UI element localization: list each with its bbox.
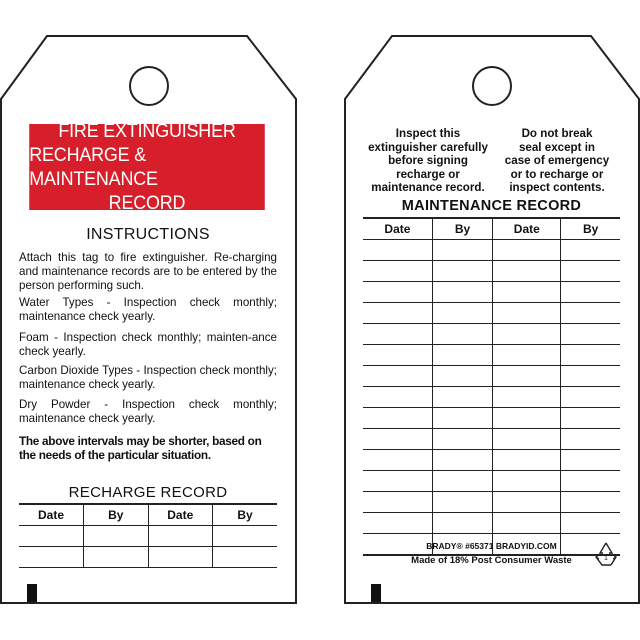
entry-cell[interactable] (493, 345, 561, 366)
entry-cell[interactable] (432, 387, 492, 408)
table-row (363, 345, 620, 366)
entry-cell[interactable] (493, 492, 561, 513)
entry-cell[interactable] (561, 429, 620, 450)
table-row (363, 513, 620, 534)
entry-cell[interactable] (561, 345, 620, 366)
table-row (363, 387, 620, 408)
title-line-1: FIRE EXTINGUISHER (58, 120, 236, 142)
title-line-3: RECORD (108, 192, 186, 214)
entry-cell[interactable] (363, 303, 432, 324)
entry-cell[interactable] (19, 526, 84, 547)
entry-cell[interactable] (432, 492, 492, 513)
column-header-by: By (561, 218, 620, 240)
table-row (363, 450, 620, 471)
column-header-by: By (84, 504, 149, 526)
seal-note-line: seal except in (518, 140, 596, 154)
entry-cell[interactable] (148, 547, 213, 568)
entry-cell[interactable] (493, 471, 561, 492)
inspect-note-line: extinguisher carefully (368, 140, 488, 154)
entry-cell[interactable] (432, 366, 492, 387)
seal-note-line: inspect contents. (509, 181, 605, 194)
table-header-row (363, 218, 620, 240)
entry-cell[interactable] (432, 408, 492, 429)
instruction-paragraph: Attach this tag to fire extinguisher. Re-charging and maintenance records are to be entered by the person performing such. (19, 251, 277, 292)
inspect-note-line: before signing (388, 154, 468, 167)
column-header-date: Date (19, 504, 84, 526)
instruction-paragraph: Water Types - Inspection check monthly; maintenance check yearly. (19, 296, 277, 323)
entry-cell[interactable] (561, 471, 620, 492)
table-row (363, 282, 620, 303)
table-row (363, 261, 620, 282)
instruction-paragraph: Foam - Inspection check monthly; mainten-ance check yearly. (19, 331, 277, 358)
entry-cell[interactable] (432, 513, 492, 534)
entry-cell[interactable] (363, 261, 432, 282)
column-header-date: Date (493, 218, 561, 240)
entry-cell[interactable] (493, 303, 561, 324)
recharge-record-table (19, 503, 277, 568)
maintenance-record-heading: MAINTENANCE RECORD (401, 198, 582, 214)
instruction-paragraph: Carbon Dioxide Types - Inspection check monthly; maintenance check yearly. (19, 364, 277, 391)
entry-cell[interactable] (213, 526, 278, 547)
entry-cell[interactable] (84, 547, 149, 568)
left-tag-hole (129, 66, 169, 106)
table-row (363, 429, 620, 450)
table-row (363, 408, 620, 429)
entry-cell[interactable] (432, 345, 492, 366)
entry-cell[interactable] (493, 408, 561, 429)
left-tag-corner-mark (27, 584, 37, 602)
entry-cell[interactable] (493, 324, 561, 345)
entry-cell[interactable] (363, 387, 432, 408)
seal-note-line: Do not break (521, 127, 593, 140)
entry-cell[interactable] (363, 408, 432, 429)
right-tag-hole (472, 66, 512, 106)
maintenance-record-table (363, 217, 620, 556)
entry-cell[interactable] (363, 492, 432, 513)
entry-cell[interactable] (148, 526, 213, 547)
entry-cell[interactable] (432, 303, 492, 324)
table-row (19, 526, 277, 547)
instruction-paragraph: Dry Powder - Inspection check monthly; maintenance check yearly. (19, 398, 277, 425)
entry-cell[interactable] (432, 429, 492, 450)
entry-cell[interactable] (432, 261, 492, 282)
brand-line: BRADY® #65371 BRADYID.COM (426, 541, 557, 551)
table-row (363, 324, 620, 345)
entry-cell[interactable] (561, 492, 620, 513)
entry-cell[interactable] (363, 366, 432, 387)
column-header-date: Date (148, 504, 213, 526)
entry-cell[interactable] (493, 429, 561, 450)
entry-cell[interactable] (493, 387, 561, 408)
entry-cell[interactable] (493, 513, 561, 534)
instructions-heading: INSTRUCTIONS (86, 226, 210, 243)
entry-cell[interactable] (432, 240, 492, 261)
entry-cell[interactable] (432, 324, 492, 345)
entry-cell[interactable] (561, 282, 620, 303)
title-banner (29, 120, 265, 214)
recharge-record-heading: RECHARGE RECORD (68, 484, 228, 501)
table-row (363, 303, 620, 324)
entry-cell[interactable] (363, 513, 432, 534)
entry-cell[interactable] (432, 282, 492, 303)
entry-cell[interactable] (432, 471, 492, 492)
entry-cell[interactable] (84, 526, 149, 547)
seal-note-line: or to recharge or (510, 167, 604, 181)
inspect-note-line: Inspect this (395, 127, 461, 140)
entry-cell[interactable] (561, 261, 620, 282)
entry-cell[interactable] (561, 240, 620, 261)
recycled-content-line: Made of 18% Post Consumer Waste (411, 555, 572, 566)
entry-cell[interactable] (561, 366, 620, 387)
column-header-by: By (432, 218, 492, 240)
inspect-note (363, 127, 493, 195)
entry-cell[interactable] (213, 547, 278, 568)
entry-cell[interactable] (363, 240, 432, 261)
entry-cell[interactable] (363, 471, 432, 492)
table-header-row (19, 504, 277, 526)
seal-note (495, 127, 619, 195)
table-row (363, 492, 620, 513)
interval-note: The above intervals may be shorter, based on the needs of the particular situation. (19, 434, 262, 462)
entry-cell[interactable] (561, 303, 620, 324)
entry-cell[interactable] (493, 366, 561, 387)
entry-cell[interactable] (561, 513, 620, 534)
entry-cell[interactable] (561, 324, 620, 345)
entry-cell[interactable] (493, 240, 561, 261)
table-row (363, 471, 620, 492)
entry-cell[interactable] (363, 345, 432, 366)
entry-cell[interactable] (561, 387, 620, 408)
entry-cell[interactable] (363, 282, 432, 303)
entry-cell[interactable] (493, 282, 561, 303)
entry-cell[interactable] (493, 261, 561, 282)
seal-note-line: case of emergency (504, 154, 610, 167)
column-header-by: By (213, 504, 278, 526)
recycle-code: 1 (604, 555, 608, 562)
column-header-date: Date (363, 218, 432, 240)
entry-cell[interactable] (363, 324, 432, 345)
entry-cell[interactable] (19, 547, 84, 568)
table-row (363, 240, 620, 261)
table-row (19, 547, 277, 568)
right-tag-corner-mark (371, 584, 381, 602)
entry-cell[interactable] (561, 408, 620, 429)
recycle-icon (593, 541, 619, 567)
entry-cell[interactable] (363, 429, 432, 450)
inspect-note-line: recharge or (396, 167, 460, 181)
entry-cell[interactable] (363, 450, 432, 471)
table-row (363, 366, 620, 387)
entry-cell[interactable] (432, 450, 492, 471)
title-line-2: RECHARGE & MAINTENANCE (29, 144, 158, 190)
entry-cell[interactable] (561, 450, 620, 471)
entry-cell[interactable] (493, 450, 561, 471)
inspect-note-line: maintenance record. (371, 181, 485, 194)
